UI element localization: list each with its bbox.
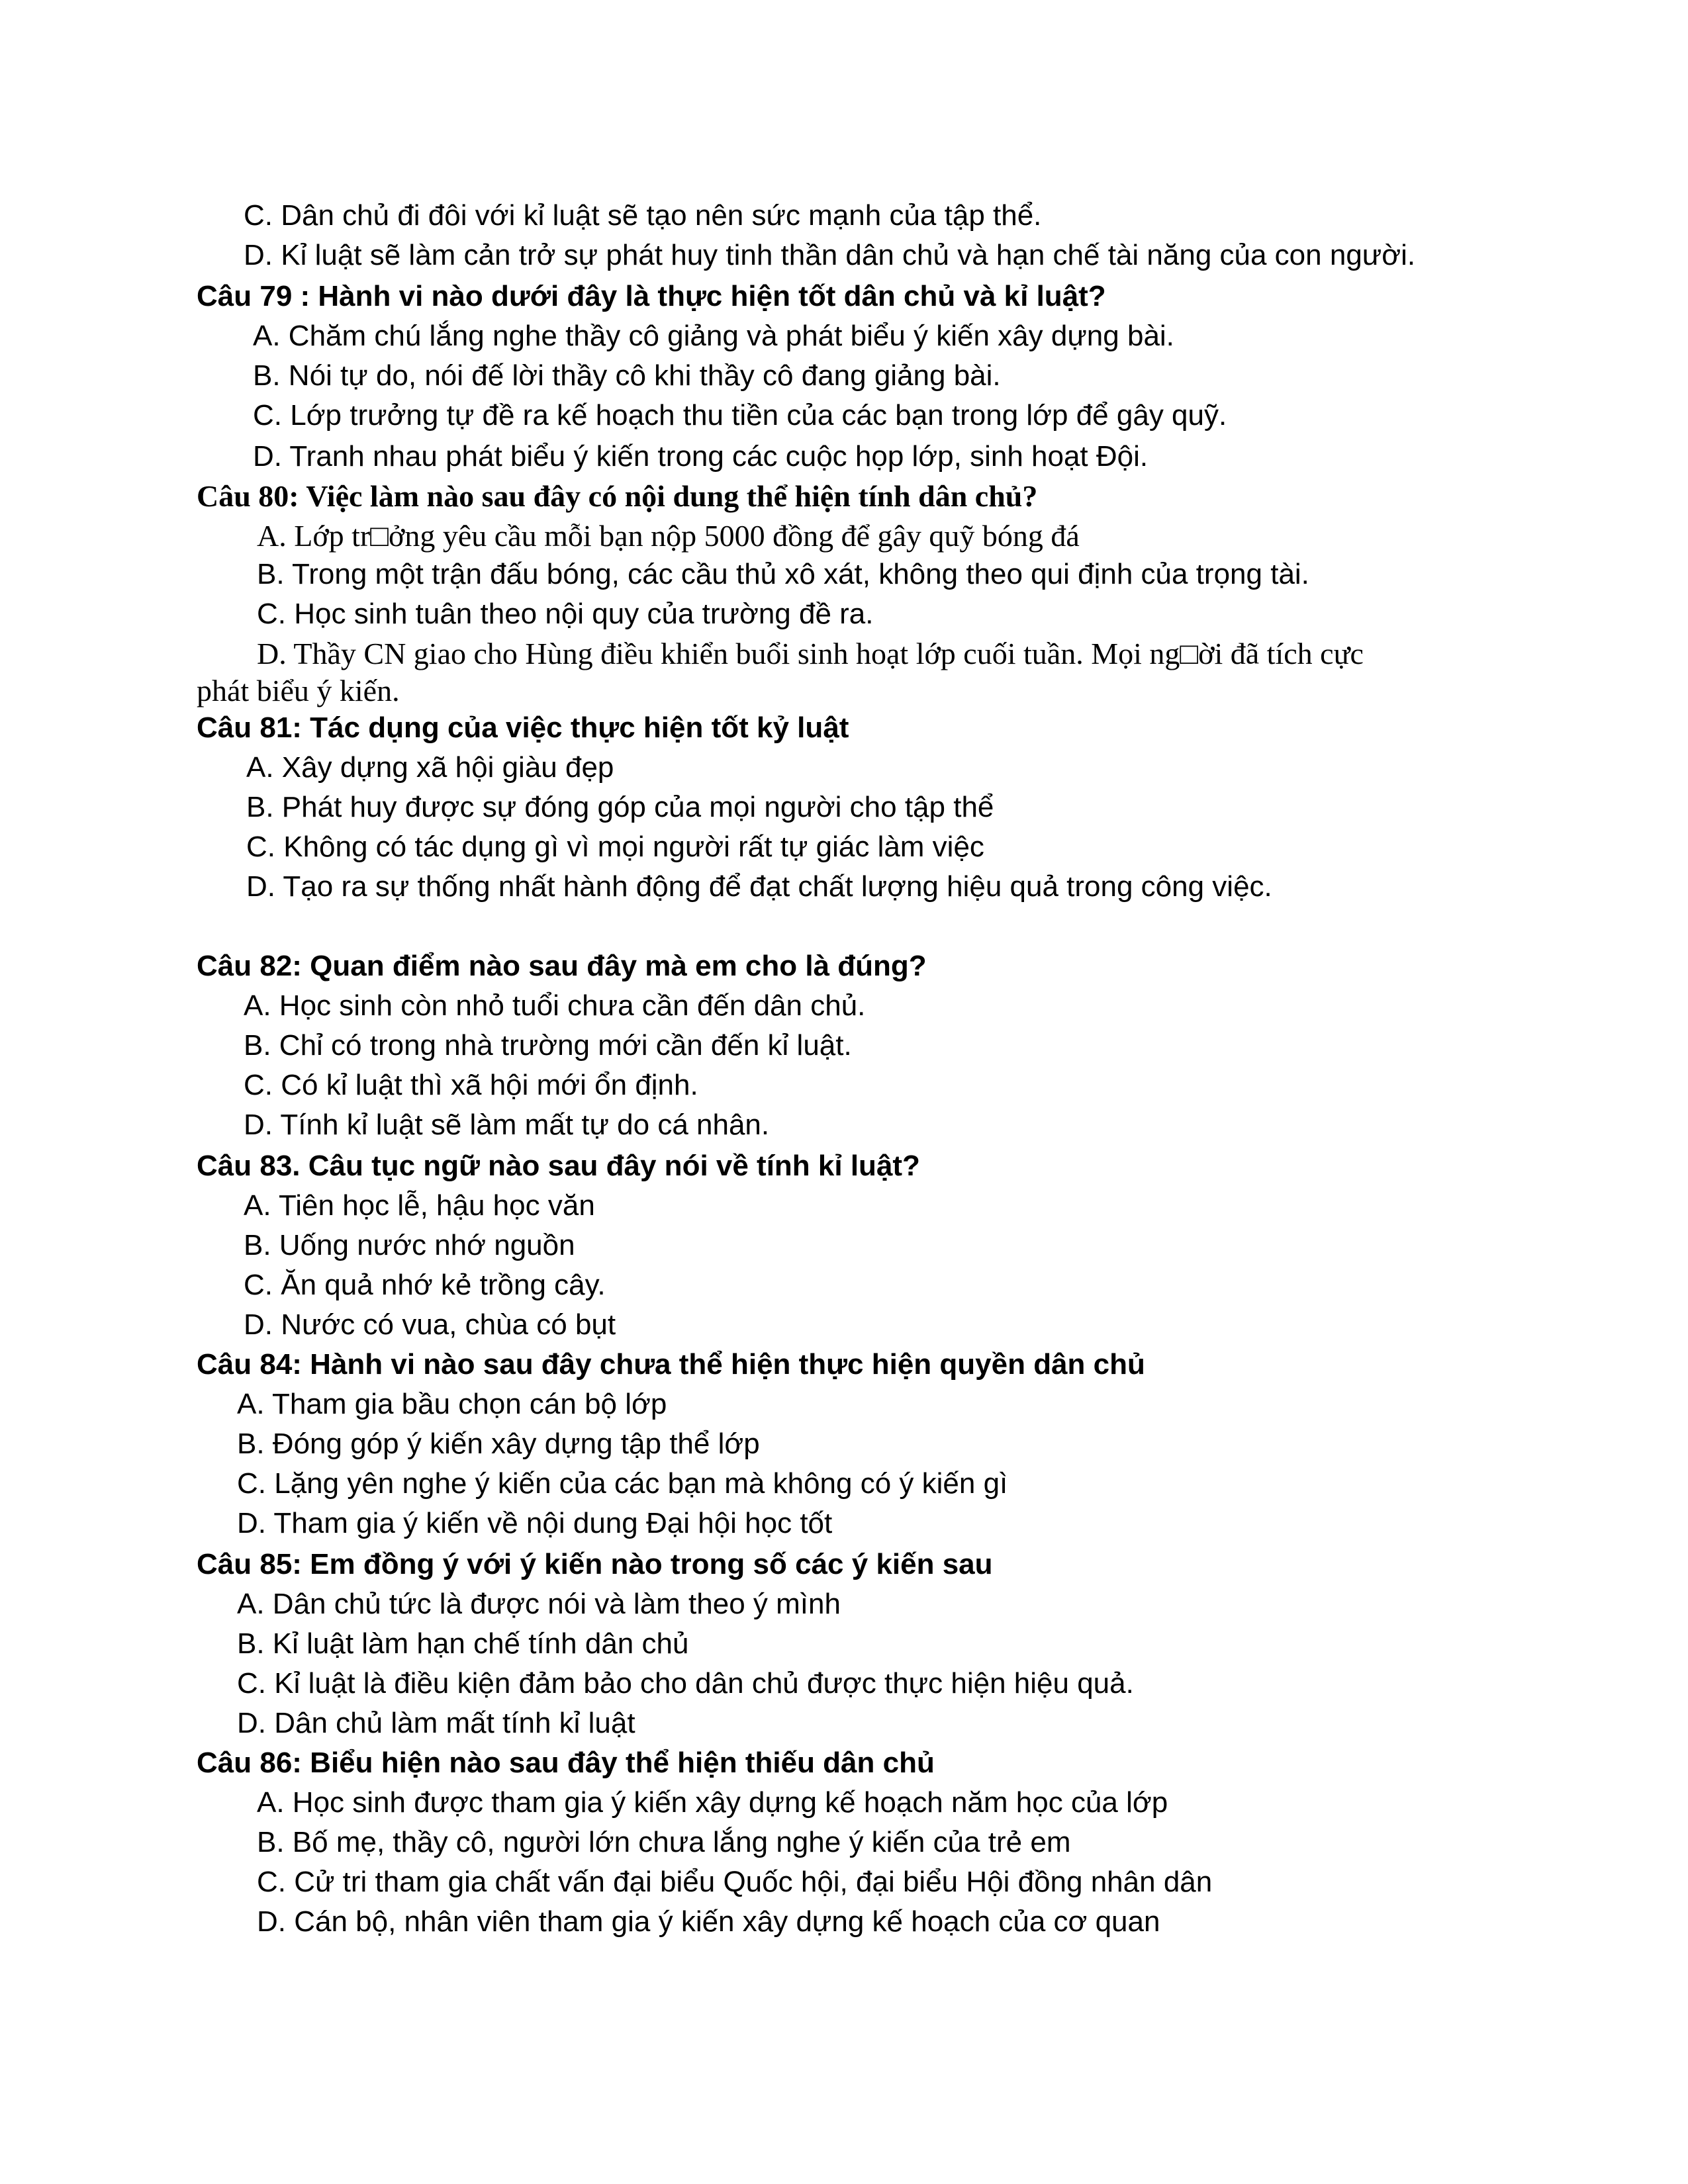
option-86-b: B. Bố mẹ, thầy cô, người lớn chưa lắng nghe ý kiến của trẻ em — [257, 1826, 1071, 1858]
option-81-c: C. Không có tác dụng gì vì mọi người rất tự giác làm việc — [246, 831, 984, 863]
option-82-a: A. Học sinh còn nhỏ tuổi chưa cần đến dân chủ. — [244, 989, 866, 1022]
option-83-b: B. Uống nước nhớ nguồn — [244, 1229, 575, 1261]
option-79-c: C. Lớp trưởng tự đề ra kế hoạch thu tiền của các bạn trong lớp để gây quỹ. — [253, 399, 1227, 432]
option-82-d: D. Tính kỉ luật sẽ làm mất tự do cá nhân. — [244, 1109, 770, 1141]
question-80: Câu 80: Việc làm nào sau đây có nội dung thể hiện tính dân chủ? — [197, 479, 1038, 513]
option-84-c: C. Lặng yên nghe ý kiến của các bạn mà không có ý kiến gì — [237, 1467, 1008, 1500]
question-83: Câu 83. Câu tục ngữ nào sau đây nói về tính kỉ luật? — [197, 1150, 920, 1182]
option-86-a: A. Học sinh được tham gia ý kiến xây dựng kế hoạch năm học của lớp — [257, 1786, 1168, 1819]
question-86: Câu 86: Biểu hiện nào sau đây thể hiện thiếu dân chủ — [197, 1747, 935, 1779]
option-80-b: B. Trong một trận đấu bóng, các cầu thủ xô xát, không theo qui định của trọng tài. — [257, 558, 1309, 590]
option-83-c: C. Ăn quả nhớ kẻ trồng cây. — [244, 1269, 606, 1301]
option-80-d: D. Thầy CN giao cho Hùng điều khiển buổi sinh hoạt lớp cuối tuần. Mọi ng□ời đã tích cực — [257, 637, 1364, 670]
option-81-d: D. Tạo ra sự thống nhất hành động để đạt chất lượng hiệu quả trong công việc. — [246, 870, 1272, 903]
option-85-d: D. Dân chủ làm mất tính kỉ luật — [237, 1707, 635, 1739]
option-78-d: D. Kỉ luật sẽ làm cản trở sự phát huy tinh thần dân chủ và hạn chế tài năng của con người. — [244, 239, 1416, 271]
option-80-d-continued: phát biểu ý kiến. — [197, 674, 400, 707]
question-79: Câu 79 : Hành vi nào dưới đây là thực hiện tốt dân chủ và kỉ luật? — [197, 280, 1106, 312]
question-81: Câu 81: Tác dụng của việc thực hiện tốt kỷ luật — [197, 711, 849, 744]
option-84-b: B. Đóng góp ý kiến xây dựng tập thể lớp — [237, 1428, 760, 1460]
option-79-a: A. Chăm chú lắng nghe thầy cô giảng và phát biểu ý kiến xây dựng bài. — [253, 320, 1174, 352]
option-83-a: A. Tiên học lễ, hậu học văn — [244, 1189, 595, 1222]
option-78-c: C. Dân chủ đi đôi với kỉ luật sẽ tạo nên sức mạnh của tập thể. — [244, 199, 1042, 232]
option-81-a: A. Xây dựng xã hội giàu đẹp — [246, 751, 614, 784]
option-84-d: D. Tham gia ý kiến về nội dung Đại hội học tốt — [237, 1507, 833, 1539]
question-82: Câu 82: Quan điểm nào sau đây mà em cho là đúng? — [197, 950, 927, 982]
question-84: Câu 84: Hành vi nào sau đây chưa thể hiện thực hiện quyền dân chủ — [197, 1348, 1145, 1381]
option-82-c: C. Có kỉ luật thì xã hội mới ổn định. — [244, 1069, 698, 1101]
option-86-c: C. Cử tri tham gia chất vấn đại biểu Quốc hội, đại biểu Hội đồng nhân dân — [257, 1866, 1213, 1898]
question-85: Câu 85: Em đồng ý với ý kiến nào trong số các ý kiến sau — [197, 1548, 993, 1580]
option-84-a: A. Tham gia bầu chọn cán bộ lớp — [237, 1388, 667, 1420]
option-85-a: A. Dân chủ tức là được nói và làm theo ý mình — [237, 1588, 841, 1620]
option-85-b: B. Kỉ luật làm hạn chế tính dân chủ — [237, 1627, 689, 1660]
option-86-d: D. Cán bộ, nhân viên tham gia ý kiến xây dựng kế hoạch của cơ quan — [257, 1905, 1160, 1938]
option-80-c: C. Học sinh tuân theo nội quy của trường đề ra. — [257, 598, 874, 630]
option-83-d: D. Nước có vua, chùa có bụt — [244, 1308, 616, 1341]
option-81-b: B. Phát huy được sự đóng góp của mọi người cho tập thể — [246, 791, 994, 823]
option-82-b: B. Chỉ có trong nhà trường mới cần đến kỉ luật. — [244, 1029, 852, 1062]
option-80-a: A. Lớp tr□ởng yêu cầu mỗi bạn nộp 5000 đồng để gây quỹ bóng đá — [257, 519, 1080, 553]
option-85-c: C. Kỉ luật là điều kiện đảm bảo cho dân chủ được thực hiện hiệu quả. — [237, 1667, 1134, 1700]
option-79-d: D. Tranh nhau phát biểu ý kiến trong các cuộc họp lớp, sinh hoạt Đội. — [253, 440, 1149, 473]
option-79-b: B. Nói tự do, nói đế lời thầy cô khi thầy cô đang giảng bài. — [253, 359, 1001, 392]
